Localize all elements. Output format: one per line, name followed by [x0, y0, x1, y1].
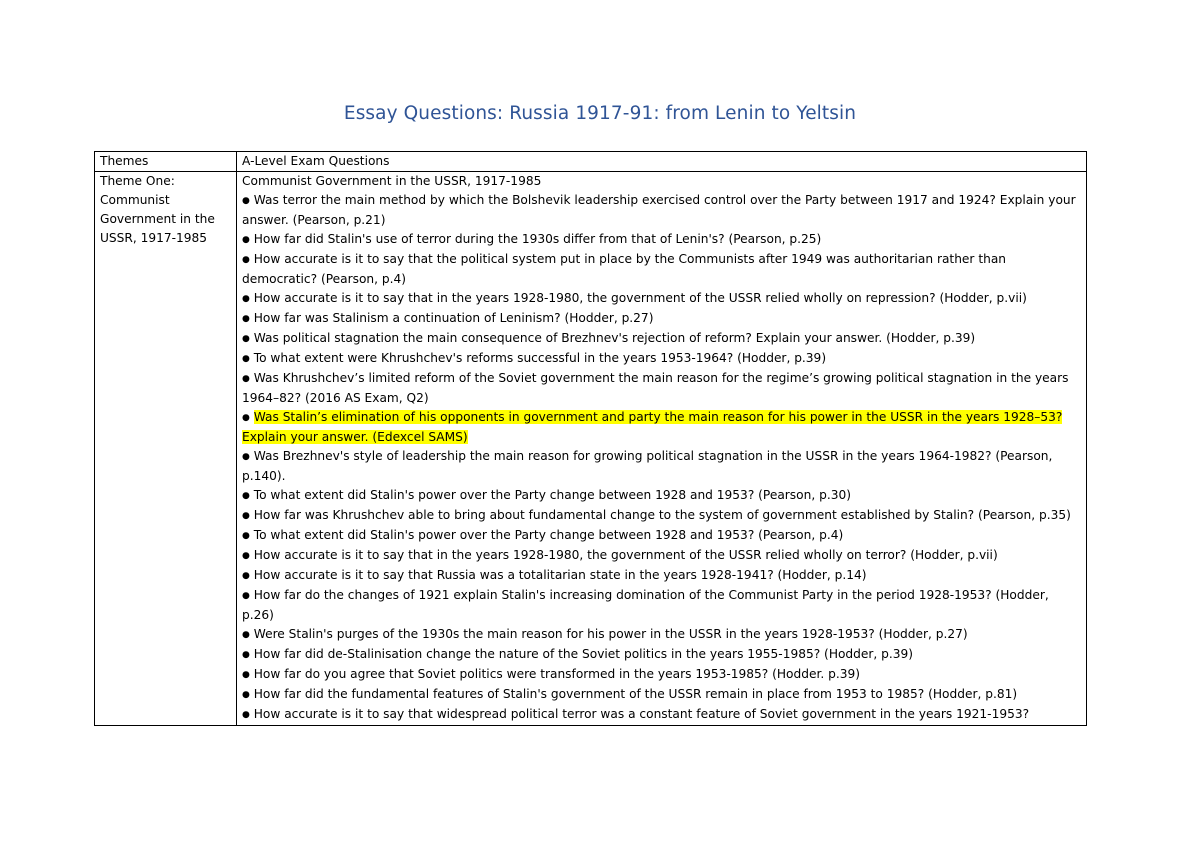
bullet-icon: ● — [242, 413, 250, 423]
question-text: How accurate is it to say that widespread political terror was a constant feature of Soviet government in the years 1921-1953? — [253, 707, 1030, 721]
table-row — [95, 172, 1087, 726]
bullet-icon: ● — [242, 531, 250, 541]
bullet-icon: ● — [242, 255, 250, 265]
column-header-themes: Themes — [95, 152, 237, 172]
question-text: How far was Khrushchev able to bring about fundamental change to the system of government established by Stalin? (Pearson, p.35) — [253, 508, 1071, 522]
question-item — [242, 566, 1082, 586]
question-item — [242, 191, 1082, 230]
bullet-icon: ● — [242, 374, 250, 384]
question-text: Was political stagnation the main consequence of Brezhnev's rejection of reform? Explain your answer. (Hodder, p.39) — [253, 331, 976, 345]
question-text: Was Brezhnev's style of leadership the main reason for growing political stagnation in the USSR in the years 1964-1982? (Pearson, p.140). — [242, 449, 1053, 483]
bullet-icon: ● — [242, 630, 250, 640]
bullet-icon: ● — [242, 354, 250, 364]
question-item — [242, 309, 1082, 329]
question-item — [242, 486, 1082, 506]
bullet-icon: ● — [242, 511, 250, 521]
question-item — [242, 546, 1082, 566]
question-item — [242, 369, 1082, 408]
table-header-row — [95, 152, 1087, 172]
question-text: How far did the fundamental features of Stalin's government of the USSR remain in place from 1953 to 1985? (Hodder, p.81) — [253, 687, 1018, 701]
highlighted-question-text: Was Stalin’s elimination of his opponents in government and party the main reason for his power in the USSR in the years 1928–53? Explain your answer. (Edexcel SAMS) — [242, 410, 1063, 444]
question-text: How far do you agree that Soviet politics were transformed in the years 1953-1985? (Hodder. p.39) — [253, 667, 860, 681]
bullet-icon: ● — [242, 491, 250, 501]
questions-cell — [237, 172, 1087, 726]
column-header-questions: A-Level Exam Questions — [237, 152, 1087, 172]
bullet-icon: ● — [242, 314, 250, 324]
question-item — [242, 685, 1082, 705]
question-text: To what extent were Khrushchev's reforms successful in the years 1953-1964? (Hodder, p.39) — [253, 351, 827, 365]
question-item — [242, 506, 1082, 526]
question-text: Were Stalin's purges of the 1930s the main reason for his power in the USSR in the years 1928-1953? (Hodder, p.27) — [253, 627, 968, 641]
bullet-icon: ● — [242, 452, 250, 462]
question-item — [242, 526, 1082, 546]
bullet-icon: ● — [242, 196, 250, 206]
question-list — [242, 191, 1082, 725]
question-text: To what extent did Stalin's power over the Party change between 1928 and 1953? (Pearson, p.30) — [253, 488, 851, 502]
question-text: How far do the changes of 1921 explain Stalin's increasing domination of the Communist Party in the period 1928-1953? (Hodder, p.26) — [242, 588, 1049, 622]
bullet-icon: ● — [242, 670, 250, 680]
question-item — [242, 289, 1082, 309]
question-item — [242, 447, 1082, 486]
theme-name: Communist Government in the USSR, 1917-1985 — [100, 193, 215, 245]
question-text: How accurate is it to say that in the years 1928-1980, the government of the USSR relied wholly on terror? (Hodder, p.vii) — [253, 548, 998, 562]
theme-label: Theme One: — [100, 174, 175, 188]
question-item — [242, 230, 1082, 250]
question-item — [242, 329, 1082, 349]
bullet-icon: ● — [242, 591, 250, 601]
question-text: How far did Stalin's use of terror during the 1930s differ from that of Lenin's? (Pearson, p.25) — [253, 232, 822, 246]
bullet-icon: ● — [242, 294, 250, 304]
question-text: How accurate is it to say that the political system put in place by the Communists after 1949 was authoritarian rather than democratic? (Pearson, p.4) — [242, 252, 1007, 286]
bullet-icon: ● — [242, 334, 250, 344]
question-item — [242, 625, 1082, 645]
question-text: To what extent did Stalin's power over the Party change between 1928 and 1953? (Pearson, p.4) — [253, 528, 844, 542]
question-item — [242, 665, 1082, 685]
question-item — [242, 250, 1082, 289]
question-item — [242, 408, 1082, 447]
question-item — [242, 645, 1082, 665]
bullet-icon: ● — [242, 650, 250, 660]
question-text: How far did de-Stalinisation change the nature of the Soviet politics in the years 1955-1985? (Hodder, p.39) — [253, 647, 914, 661]
question-text: How accurate is it to say that Russia was a totalitarian state in the years 1928-1941? (Hodder, p.14) — [253, 568, 867, 582]
question-text: Was terror the main method by which the Bolshevik leadership exercised control over the Party between 1917 and 1924? Explain your answer. (Pearson, p.21) — [242, 193, 1076, 227]
page-title: Essay Questions: Russia 1917-91: from Lenin to Yeltsin — [343, 103, 857, 124]
question-text: Was Khrushchev’s limited reform of the Soviet government the main reason for the regime’s growing political stagnation in the years 1964–82? (2016 AS Exam, Q2) — [242, 371, 1069, 405]
question-text: How far was Stalinism a continuation of Leninism? (Hodder, p.27) — [253, 311, 654, 325]
bullet-icon: ● — [242, 571, 250, 581]
bullet-icon: ● — [242, 235, 250, 245]
question-item — [242, 349, 1082, 369]
bullet-icon: ● — [242, 690, 250, 700]
section-heading: Communist Government in the USSR, 1917-1985 — [242, 174, 542, 188]
bullet-icon: ● — [242, 710, 250, 720]
question-text: How accurate is it to say that in the years 1928-1980, the government of the USSR relied wholly on repression? (Hodder, p.vii) — [253, 291, 1027, 305]
bullet-icon: ● — [242, 551, 250, 561]
theme-cell — [95, 172, 237, 726]
essay-questions-table — [94, 151, 1087, 726]
question-item — [242, 705, 1082, 725]
question-item — [242, 586, 1082, 625]
